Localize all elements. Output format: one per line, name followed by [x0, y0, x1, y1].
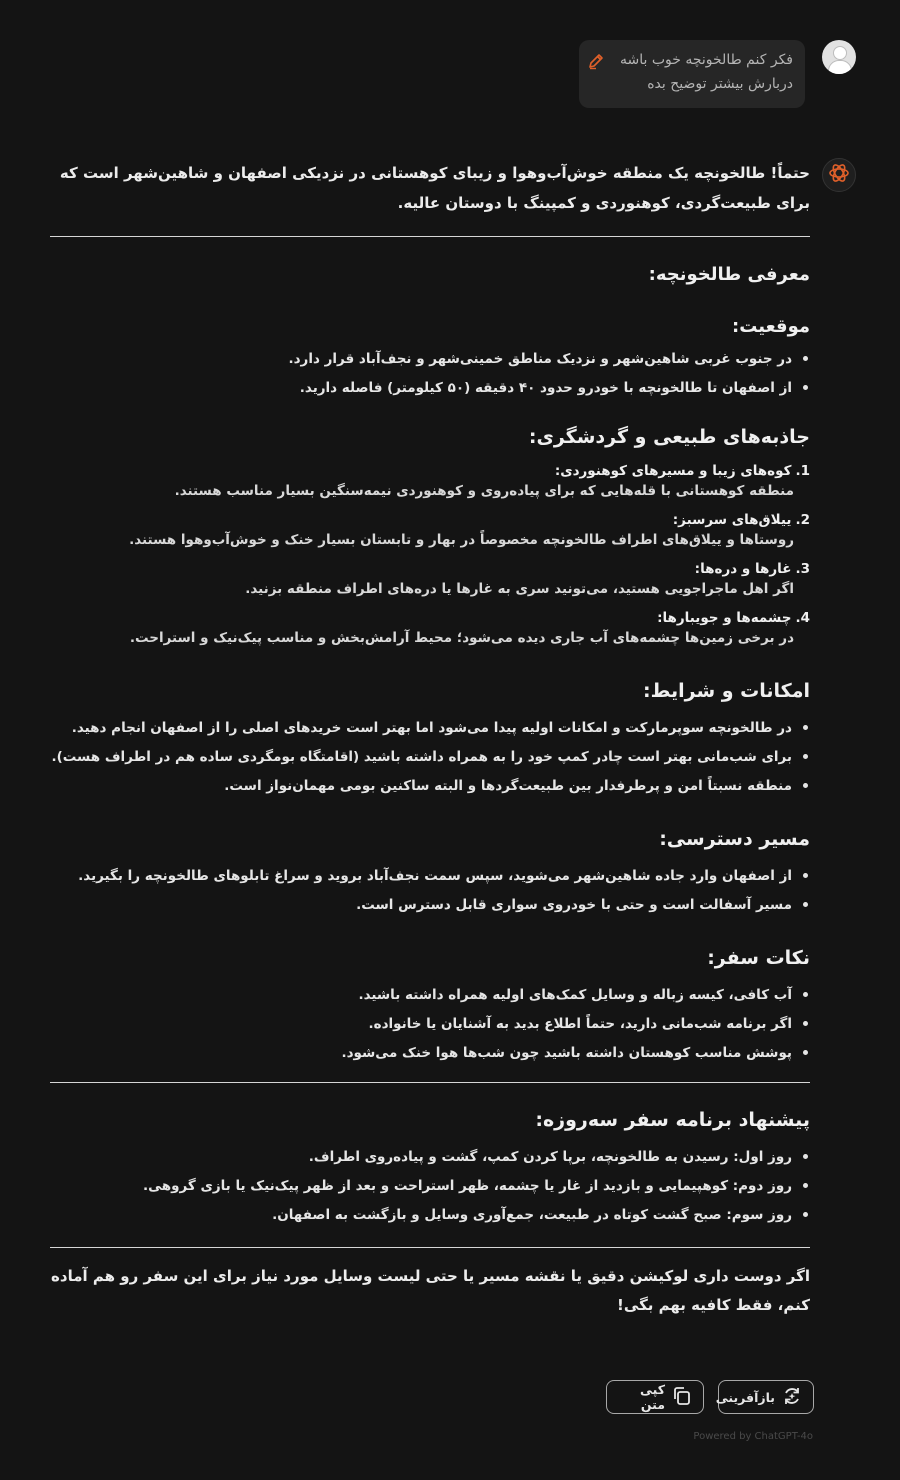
ai-logo-icon: [827, 161, 851, 189]
list-item: [50, 1147, 810, 1167]
day-label: روز سوم:: [726, 1207, 792, 1223]
item-desc: روستاها و ییلاق‌های اطراف طالخونچه مخصوصاً در بهار و تابستان بسیار خنک و خوش‌آب‌وهوا هستند.: [129, 532, 794, 548]
item-title: کوه‌های زیبا و مسیرهای کوهنوردی:: [554, 463, 792, 479]
list-item: مسیر آسفالت است و حتی با خودروی سواری قابل دسترس است.: [50, 895, 810, 915]
regenerate-button[interactable]: [715, 1380, 814, 1414]
user-avatar: [822, 40, 856, 74]
answer-closing: اگر دوست داری لوکیشن دقیق یا نقشه مسیر یا حتی لیست وسایل مورد نیاز برای این سفر رو هم آماده کنم، فقط کافیه بهم بگی!: [51, 1267, 810, 1314]
item-title: چشمه‌ها و جویبارها:: [657, 610, 792, 626]
item-number: 4.: [795, 610, 810, 626]
list-item: [50, 510, 810, 550]
copy-text-button[interactable]: [606, 1380, 704, 1414]
answer-intro: حتماً! طالخونچه یک منطقه خوش‌آب‌وهوا و زیبای کوهستانی در نزدیکی اصفهان و شاهین‌شهر است که برای طبیعت‌گردی، کوهنوردی و کمپینگ با دوستان عالیه.: [59, 164, 810, 212]
list-item: آب کافی، کیسه زباله و وسایل کمک‌های اولیه همراه داشته باشید.: [50, 985, 810, 1005]
copy-label: کپی متن: [639, 1382, 665, 1412]
list-item: اگر برنامه شب‌مانی دارید، حتماً اطلاع بدید به آشنایان یا خانواده.: [50, 1014, 810, 1034]
list-item: برای شب‌مانی بهتر است چادر کمپ خود را به همراه داشته باشید (اقامتگاه بومگردی ساده هم در اطراف هست).: [50, 747, 810, 767]
item-title: غارها و دره‌ها:: [694, 561, 792, 577]
location-heading: موقعیت:: [732, 316, 810, 337]
list-item: در طالخونچه سوپرمارکت و امکانات اولیه پیدا می‌شود اما بهتر است خریدهای اصلی را از اصفهان انجام دهید.: [50, 718, 810, 738]
list-item: [50, 1176, 810, 1196]
user-message-line-1: فکر کنم طالخونچه خوب باشه: [619, 52, 793, 68]
itinerary-heading: پیشنهاد برنامه سفر سه‌روزه:: [535, 1109, 810, 1131]
item-number: 1.: [795, 463, 810, 479]
list-item: [50, 608, 810, 648]
day-text: رسیدن به طالخونچه، برپا کردن کمپ، گشت و پیاده‌روی اطراف.: [308, 1149, 734, 1165]
item-desc: منطقه کوهستانی با قله‌هایی که برای پیاده‌روی و کوهنوردی نیمه‌سنگین بسیار مناسب هستند.: [174, 483, 794, 499]
regenerate-label: بازآفرینی: [715, 1389, 775, 1405]
item-desc: اگر اهل ماجراجویی هستید، می‌تونید سری به غارها یا دره‌های اطراف منطقه بزنید.: [245, 581, 794, 597]
item-desc: در برخی زمین‌ها چشمه‌های آب جاری دیده می‌شود؛ محیط آرامش‌بخش و مناسب پیک‌نیک و استراحت.: [129, 630, 794, 646]
copy-icon: [671, 1385, 693, 1410]
day-label: روز اول:: [733, 1149, 792, 1165]
list-item: [50, 559, 810, 599]
day-label: روز دوم:: [732, 1178, 792, 1194]
item-title: ییلاق‌های سرسبز:: [672, 512, 792, 528]
edit-icon[interactable]: [587, 52, 605, 70]
list-item: منطقه نسبتاً امن و پرطرفدار بین طبیعت‌گردها و البته ساکنین بومی مهمان‌نواز است.: [50, 776, 810, 796]
tips-list: [50, 985, 810, 1063]
item-number: 3.: [795, 561, 810, 577]
item-number: 2.: [795, 512, 810, 528]
day-text: صبح گشت کوتاه در طبیعت، جمع‌آوری وسایل و بازگشت به اصفهان.: [272, 1207, 727, 1223]
list-item: [50, 1205, 810, 1225]
facilities-list: [50, 718, 810, 796]
tips-heading: نکات سفر:: [707, 947, 810, 969]
facilities-heading: امکانات و شرایط:: [643, 680, 810, 702]
intro-heading: معرفی طالخونچه:: [648, 264, 810, 285]
list-item: پوشش مناسب کوهستان داشته باشید چون شب‌ها هوا خنک می‌شود.: [50, 1043, 810, 1063]
access-list: [50, 866, 810, 915]
divider: [50, 236, 810, 237]
itinerary-list: [50, 1147, 810, 1225]
attractions-list: [50, 461, 810, 648]
access-heading: مسیر دسترسی:: [659, 828, 810, 850]
divider: [50, 1082, 810, 1083]
user-message-bubble: [579, 40, 805, 108]
powered-by: Powered by ChatGPT-4o: [693, 1431, 813, 1442]
location-list: [50, 349, 810, 398]
day-text: کوهپیمایی و بازدید از غار یا چشمه، ظهر استراحت و بعد از ظهر پیک‌نیک یا بازی گروهی.: [142, 1178, 733, 1194]
list-item: از اصفهان وارد جاده شاهین‌شهر می‌شوید، سپس سمت نجف‌آباد بروید و سراغ تابلوهای طالخونچه را بگیرید.: [50, 866, 810, 886]
regenerate-icon: [781, 1385, 803, 1410]
assistant-avatar: [822, 158, 856, 192]
attractions-heading: جاذبه‌های طبیعی و گردشگری:: [528, 426, 810, 448]
list-item: از اصفهان تا طالخونچه با خودرو حدود ۴۰ دقیقه (۵۰ کیلومتر) فاصله دارید.: [50, 378, 810, 398]
list-item: [50, 461, 810, 501]
user-message-line-2: دربارش بیشتر توضیح بده: [647, 76, 793, 92]
assistant-message: [50, 158, 810, 1320]
list-item: در جنوب غربی شاهین‌شهر و نزدیک مناطق خمینی‌شهر و نجف‌آباد قرار دارد.: [50, 349, 810, 369]
divider: [50, 1247, 810, 1248]
